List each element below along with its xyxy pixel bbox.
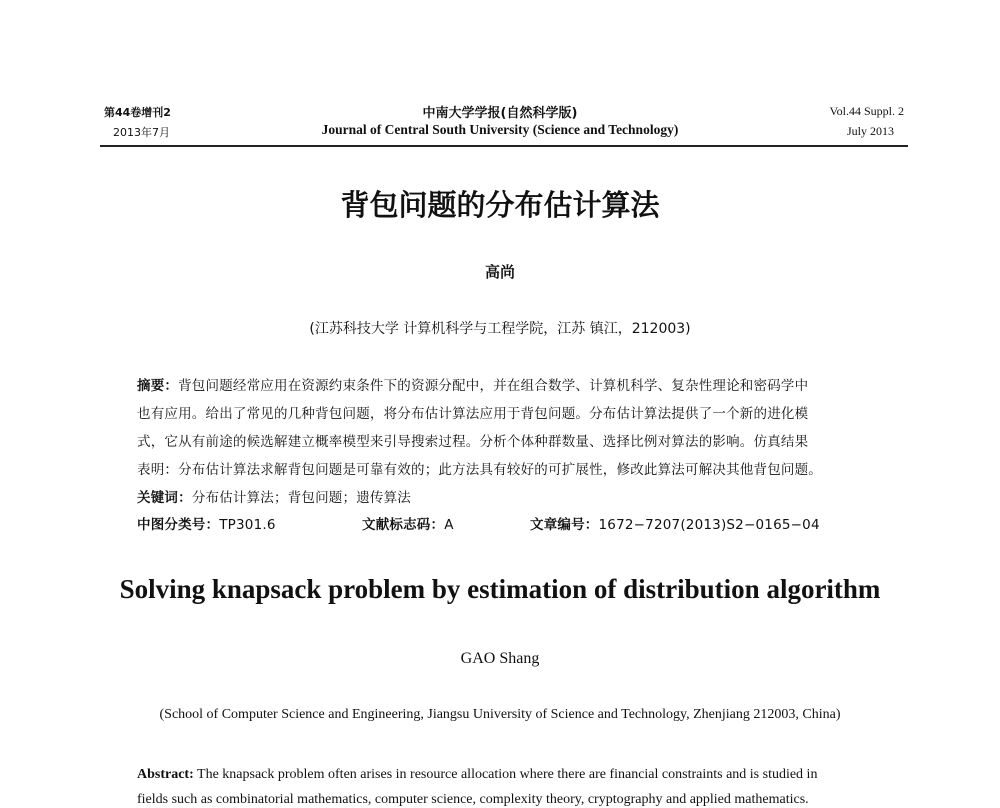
abstract-en-line: The knapsack problem often arises in resource allocation where there are financial constraints and is studied in — [193, 767, 818, 782]
affiliation-en: (School of Computer Science and Engineering, Jiangsu University of Science and Technology, Zhenjiang 212003, China) — [159, 707, 841, 722]
doc-code-label: 文献标志码： — [362, 517, 445, 533]
abstract-cn-line: 也有应用。给出了常见的几种背包问题，将分布估计算法应用于背包问题。分布估计算法提供了一个新的进化模 — [137, 406, 809, 422]
abstract-en-line: fields such as combinatorial mathematics, computer science, complexity theory, cryptography and applied mathematics. — [137, 792, 809, 807]
abstract-cn-line: 背包问题经常应用在资源约束条件下的资源分配中，并在组合数学、计算机科学、复杂性理论和密码学中 — [178, 378, 809, 394]
abstract-cn-label: 摘要： — [137, 378, 179, 394]
author-cn: 高尚 — [484, 263, 515, 281]
volume-issue-en: Vol.44 Suppl. 2 — [829, 104, 904, 118]
affiliation-cn: (江苏科技大学 计算机科学与工程学院，江苏 镇江，212003) — [309, 321, 691, 337]
author-en: GAO Shang — [460, 650, 540, 667]
doc-code-value: A — [444, 517, 454, 533]
keywords-label: 关键词： — [137, 490, 192, 506]
date-en: July 2013 — [846, 124, 894, 138]
abstract-cn-line: 式，它从有前途的候选解建立概率模型来引导搜索过程。分析个体种群数量、选择比例对算法的影响。仿真结果 — [137, 434, 809, 450]
keywords-value: 分布估计算法；背包问题；遗传算法 — [191, 490, 412, 506]
abstract-cn-line: 表明：分布估计算法求解背包问题是可靠有效的；此方法具有较好的可扩展性，修改此算法可解决其他背包问题。 — [137, 462, 822, 478]
article-no-label: 文章编号： — [530, 517, 599, 533]
classification-label: 中图分类号： — [137, 517, 220, 533]
paper-title-cn: 背包问题的分布估计算法 — [340, 188, 660, 222]
abstract-en-label: Abstract: — [137, 767, 194, 782]
classification-value: TP301.6 — [219, 517, 276, 533]
journal-name-cn: 中南大学学报(自然科学版) — [422, 106, 578, 121]
journal-name-en: Journal of Central South University (Science and Technology) — [321, 122, 679, 137]
date-cn: 2013年7月 — [113, 126, 170, 139]
volume-issue-cn: 第44卷增刊2 — [104, 106, 171, 119]
header-rule — [100, 145, 908, 147]
article-no-value: 1672−7207(2013)S2−0165−04 — [598, 517, 820, 533]
paper-title-en: Solving knapsack problem by estimation of distribution algorithm — [119, 574, 881, 604]
